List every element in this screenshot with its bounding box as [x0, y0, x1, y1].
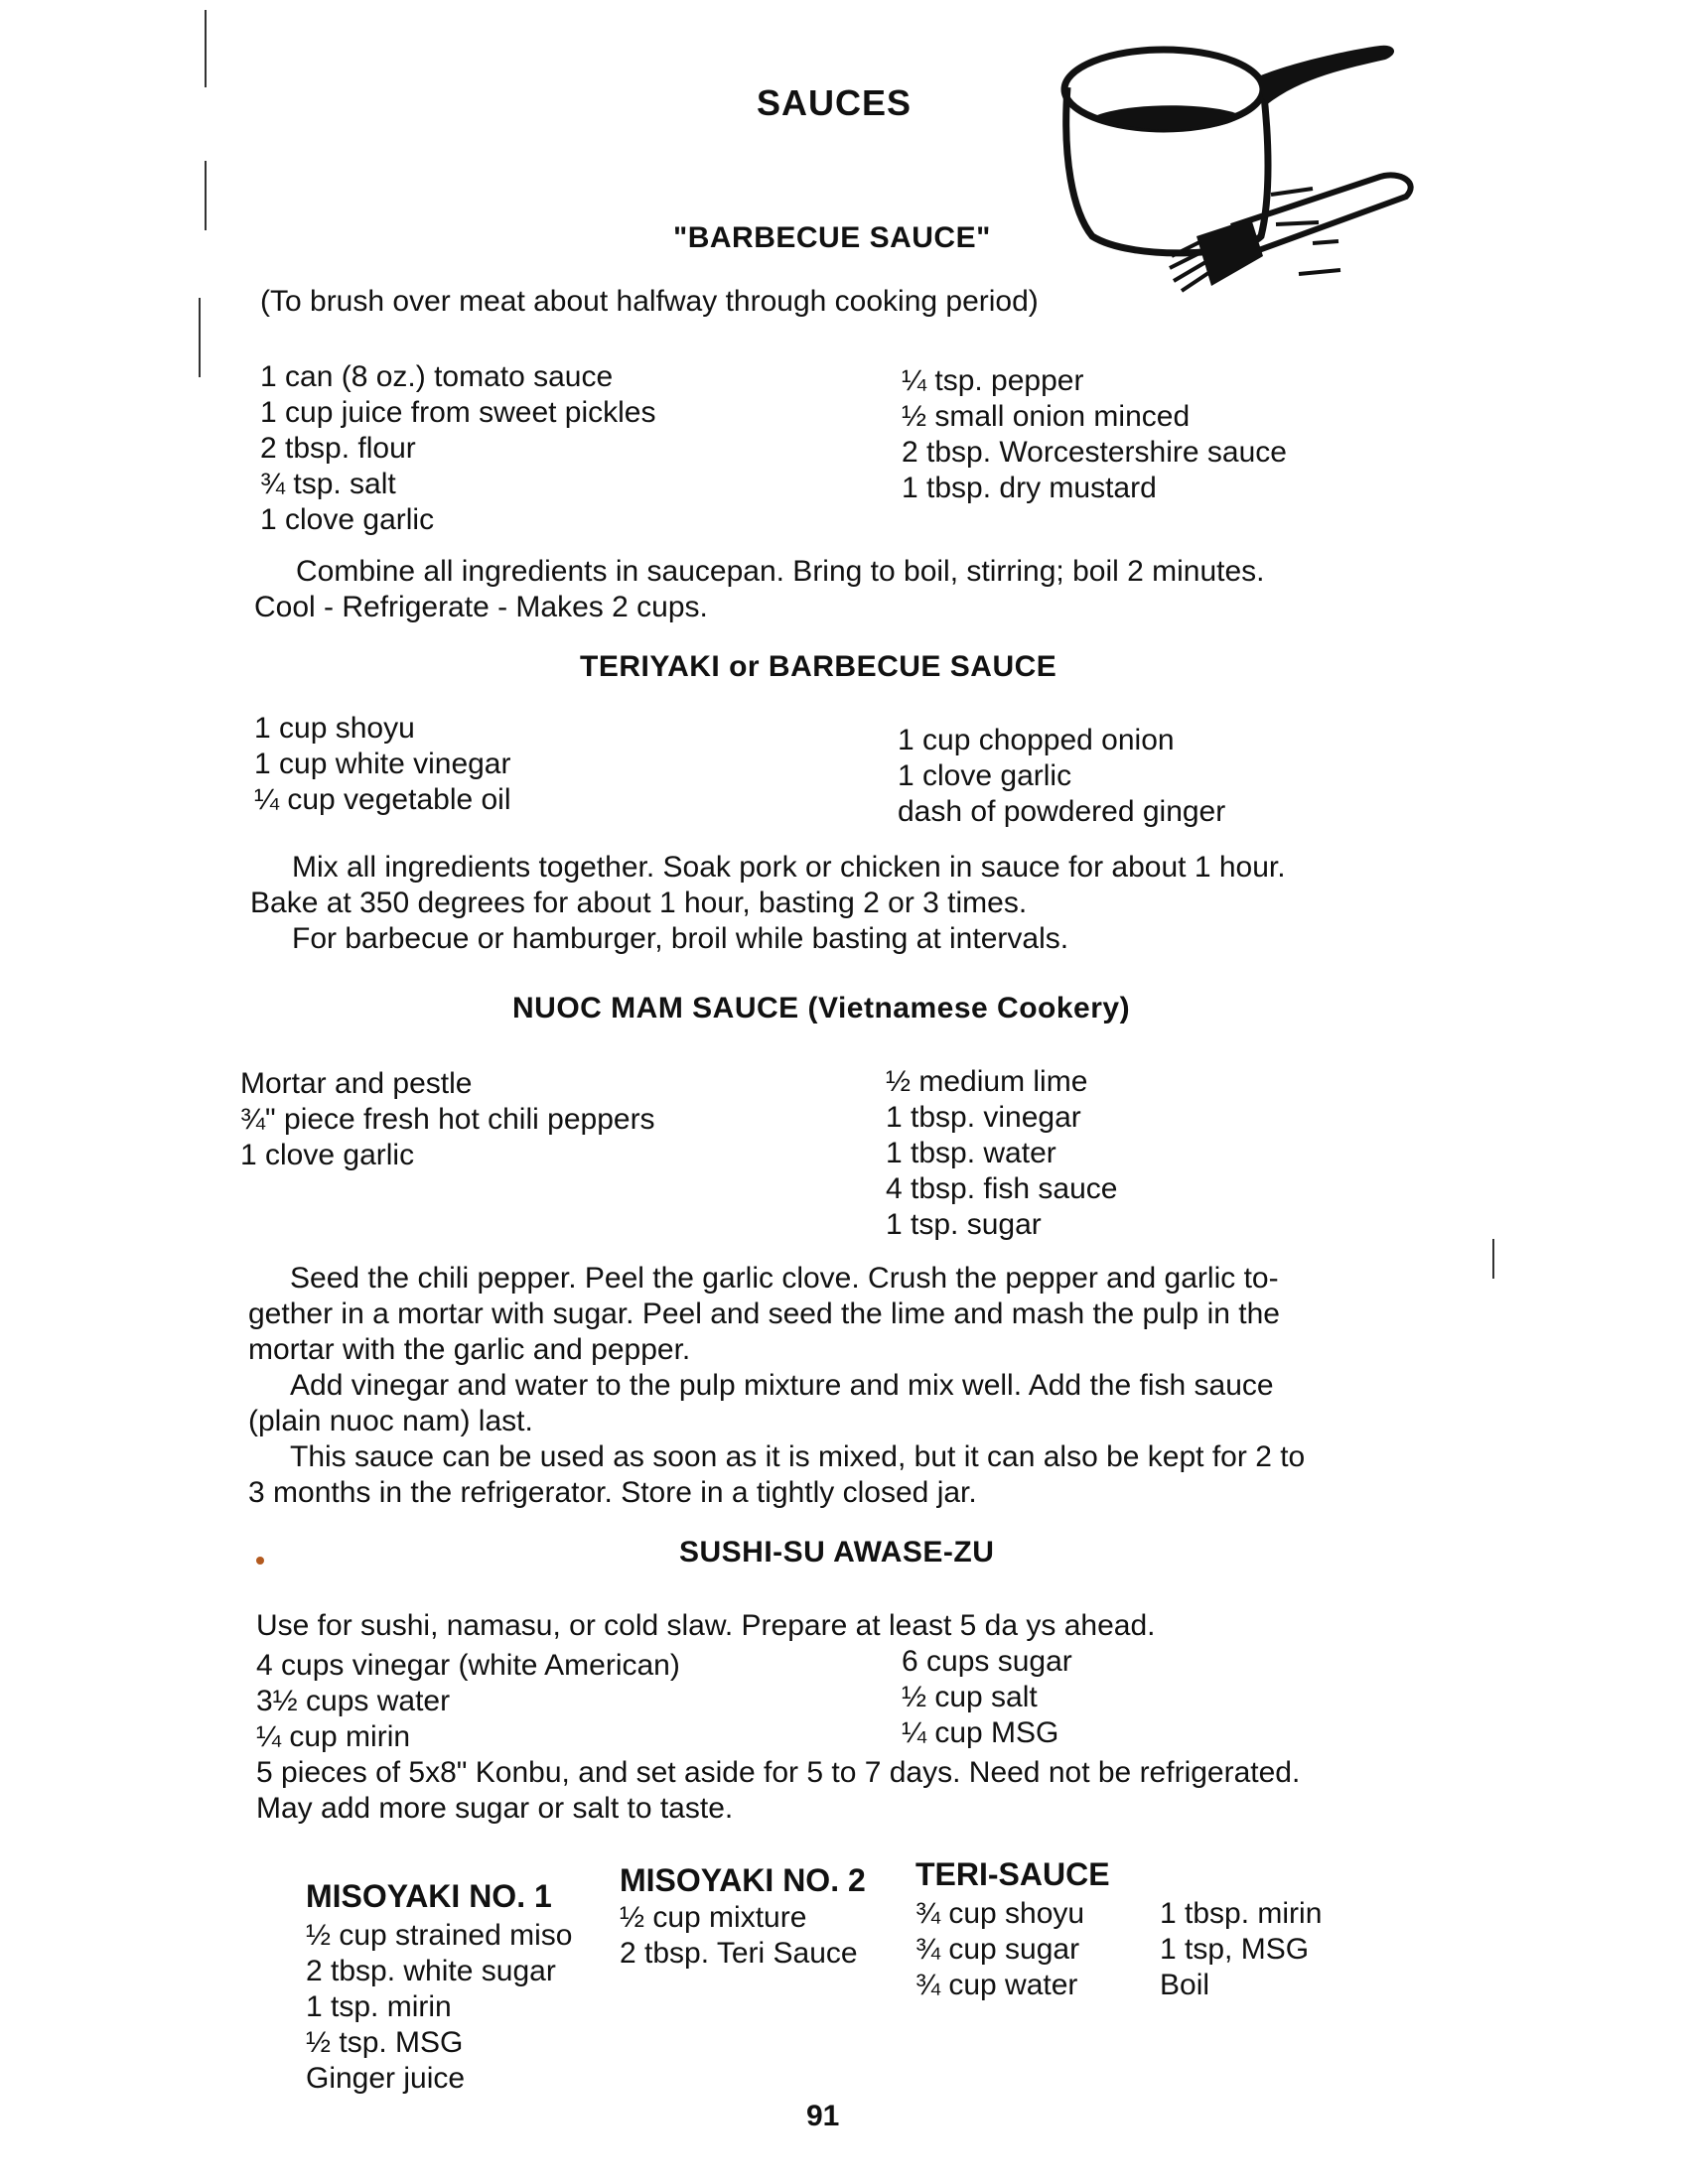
direction-line: Combine all ingredients in saucepan. Bring to boil, stirring; boil 2 minutes.: [296, 555, 1265, 588]
teri-sauce-ingredients-left: [915, 1896, 1084, 2003]
ingredient: 1 cup juice from sweet pickles: [260, 396, 656, 429]
teriyaki-ingredients-right: [898, 723, 1225, 830]
ingredient: Mortar and pestle: [240, 1067, 473, 1100]
ingredient: 1 tbsp. water: [886, 1137, 1056, 1169]
direction-line: Add vinegar and water to the pulp mixture and mix well. Add the fish sauce: [290, 1369, 1274, 1402]
ingredient: ½ cup mixture: [620, 1901, 807, 1934]
ingredient: ½ small onion minced: [902, 400, 1191, 433]
direction-line: 3 months in the refrigerator. Store in a tightly closed jar.: [248, 1476, 977, 1509]
ingredient: ½ cup salt: [902, 1681, 1038, 1713]
barbecue-ingredients-right: [902, 363, 1287, 506]
ingredient: Ginger juice: [306, 2062, 466, 2095]
ingredient: dash of powdered ginger: [898, 795, 1226, 828]
direction-line: For barbecue or hamburger, broil while basting at intervals.: [292, 922, 1069, 955]
ingredient: 1 can (8 oz.) tomato sauce: [260, 360, 614, 393]
direction-line: Seed the chili pepper. Peel the garlic clove. Crush the pepper and garlic to-: [290, 1262, 1279, 1295]
direction-line: This sauce can be used as soon as it is mixed, but it can also be kept for 2 to: [290, 1440, 1306, 1473]
ingredient: 2 tbsp. Teri Sauce: [620, 1937, 858, 1970]
sushi-intro: Use for sushi, namasu, or cold slaw. Prepare at least 5 da ys ahead.: [256, 1609, 1156, 1642]
ingredient: ¾ cup sugar: [915, 1933, 1080, 1966]
scan-edge-mark: [1492, 1239, 1494, 1279]
direction-line: Cool - Refrigerate - Makes 2 cups.: [254, 591, 708, 623]
teri-sauce-heading: TERI-SAUCE: [915, 1856, 1110, 1892]
direction-line: 5 pieces of 5x8" Konbu, and set aside for 5 to 7 days. Need not be refrigerated.: [256, 1756, 1301, 1789]
teriyaki-ingredients-left: [254, 711, 511, 818]
ingredient: ¼ cup MSG: [902, 1716, 1059, 1749]
direction-line: (plain nuoc nam) last.: [248, 1405, 533, 1437]
scan-edge-mark: [205, 10, 207, 87]
direction-line: May add more sugar or salt to taste.: [256, 1792, 734, 1825]
scan-edge-mark: [205, 161, 207, 230]
ingredient: ¼ cup mirin: [256, 1720, 411, 1753]
nuoc-mam-subtitle: (Vietnamese Cookery): [807, 992, 1131, 1024]
ingredient: 1 cup white vinegar: [254, 748, 511, 780]
teri-sauce-ingredients-right: [1160, 1896, 1322, 2003]
direction-line: mortar with the garlic and pepper.: [248, 1333, 691, 1366]
ingredient: 1 tbsp. mirin: [1160, 1897, 1323, 1930]
ingredient: ¼ cup vegetable oil: [254, 783, 511, 816]
scan-edge-mark: [199, 298, 201, 377]
barbecue-heading: "BARBECUE SAUCE": [673, 221, 991, 254]
nuoc-mam-directions: [248, 1261, 1400, 1511]
misoyaki-2-ingredients: [620, 1900, 858, 1972]
ingredient: 6 cups sugar: [902, 1645, 1072, 1678]
direction-line: Mix all ingredients together. Soak pork or chicken in sauce for about 1 hour.: [292, 851, 1286, 884]
ingredient: 4 tbsp. fish sauce: [886, 1172, 1118, 1205]
teriyaki-heading: TERIYAKI or BARBECUE SAUCE: [580, 650, 1057, 683]
teriyaki-directions: [250, 850, 1402, 957]
ingredient: ¾ cup water: [915, 1969, 1078, 2001]
barbecue-intro: (To brush over meat about halfway through cooking period): [260, 285, 1039, 318]
ingredient: 1 tbsp. vinegar: [886, 1101, 1081, 1134]
sushi-ingredients-left: [256, 1648, 680, 1755]
ingredient: 1 clove garlic: [260, 503, 435, 536]
sushi-directions: [256, 1755, 1408, 1827]
sushi-heading: SUSHI-SU AWASE-ZU: [679, 1536, 995, 1569]
ingredient: ½ cup strained miso: [306, 1919, 573, 1952]
nuoc-mam-title: NUOC MAM SAUCE: [512, 992, 799, 1024]
misoyaki-1-heading: MISOYAKI NO. 1: [306, 1878, 552, 1914]
ingredient: 1 clove garlic: [898, 759, 1072, 792]
barbecue-directions: [254, 554, 1396, 625]
ingredient: 1 cup shoyu: [254, 712, 415, 745]
direction-line: gether in a mortar with sugar. Peel and seed the lime and mash the pulp in the: [248, 1297, 1280, 1330]
page-title: SAUCES: [757, 82, 913, 123]
ingredient: 1 tsp. mirin: [306, 1990, 452, 2023]
ingredient: 3½ cups water: [256, 1685, 451, 1717]
nuoc-mam-ingredients-left: [240, 1066, 655, 1173]
bullet-dot: [256, 1557, 264, 1565]
sushi-ingredients-right: [902, 1644, 1072, 1751]
ingredient: ½ tsp. MSG: [306, 2026, 464, 2059]
saucepan-and-brush-icon: [1053, 38, 1430, 306]
ingredient: 1 tsp. sugar: [886, 1208, 1042, 1241]
ingredient: 1 tsp, MSG: [1160, 1933, 1310, 1966]
ingredient: ¾" piece fresh hot chili peppers: [240, 1103, 655, 1136]
misoyaki-1-ingredients: [306, 1918, 572, 2097]
ingredient: 1 cup chopped onion: [898, 724, 1175, 756]
misoyaki-2-heading: MISOYAKI NO. 2: [620, 1862, 866, 1898]
ingredient: ¾ cup shoyu: [915, 1897, 1085, 1930]
ingredient: 2 tbsp. white sugar: [306, 1955, 556, 1987]
ingredient: ½ medium lime: [886, 1065, 1088, 1098]
barbecue-ingredients-left: [260, 359, 656, 538]
nuoc-mam-heading: [512, 991, 1130, 1026]
direction-line: Bake at 350 degrees for about 1 hour, basting 2 or 3 times.: [250, 887, 1028, 919]
ingredient: ¾ tsp. salt: [260, 468, 396, 500]
ingredient: 4 cups vinegar (white American): [256, 1649, 680, 1682]
ingredient: ¼ tsp. pepper: [902, 364, 1084, 397]
ingredient: 2 tbsp. Worcestershire sauce: [902, 436, 1287, 469]
nuoc-mam-ingredients-right: [886, 1064, 1117, 1243]
ingredient: 1 tbsp. dry mustard: [902, 472, 1157, 504]
ingredient: Boil: [1160, 1969, 1210, 2001]
page-number: 91: [806, 2100, 840, 2132]
ingredient: 2 tbsp. flour: [260, 432, 416, 465]
ingredient: 1 clove garlic: [240, 1139, 415, 1171]
